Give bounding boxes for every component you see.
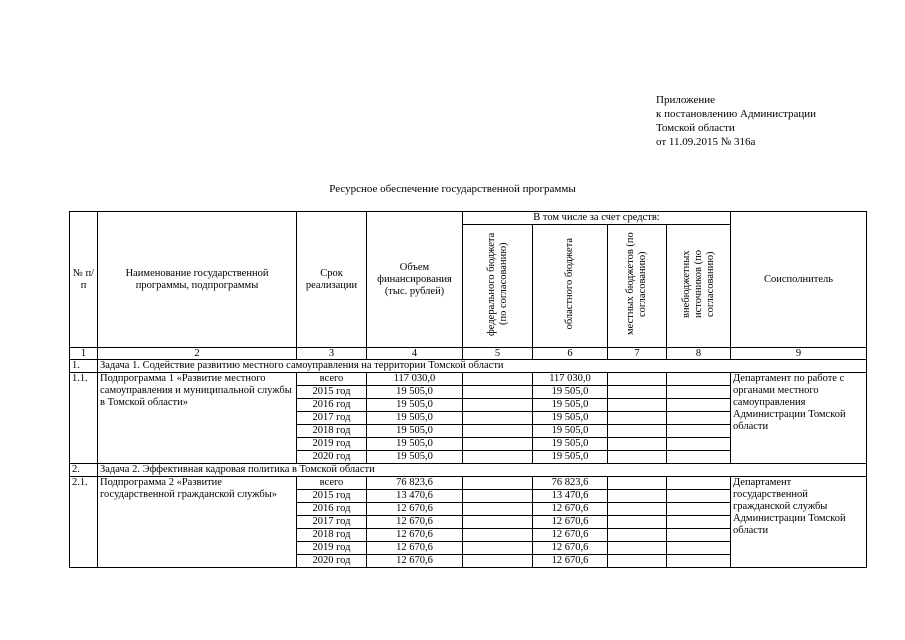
term-cell: 2019 год bbox=[297, 542, 367, 555]
resource-table bbox=[69, 211, 867, 568]
local-cell bbox=[608, 399, 667, 412]
column-number: 6 bbox=[533, 348, 608, 360]
column-number: 4 bbox=[367, 348, 463, 360]
regional-cell: 19 505,0 bbox=[533, 412, 608, 425]
term-cell: 2019 год bbox=[297, 438, 367, 451]
header-regional: областного бюджета bbox=[533, 225, 608, 348]
federal-cell bbox=[463, 555, 533, 568]
extra-cell bbox=[667, 529, 731, 542]
partner-cell: Департамент государственной гражданской службы Администрации Томской области bbox=[731, 477, 867, 568]
regional-cell: 12 670,6 bbox=[533, 529, 608, 542]
extra-cell bbox=[667, 386, 731, 399]
federal-cell bbox=[463, 542, 533, 555]
federal-cell bbox=[463, 373, 533, 386]
volume-cell: 19 505,0 bbox=[367, 425, 463, 438]
extra-cell bbox=[667, 412, 731, 425]
regional-cell: 12 670,6 bbox=[533, 503, 608, 516]
term-cell: 2018 год bbox=[297, 425, 367, 438]
partner-cell: Департамент по работе с органами местного самоуправления Администрации Томской области bbox=[731, 373, 867, 464]
appendix-line-4: от 11.09.2015 № 316а bbox=[656, 136, 756, 148]
volume-cell: 19 505,0 bbox=[367, 438, 463, 451]
volume-cell: 19 505,0 bbox=[367, 386, 463, 399]
task-num: 2. bbox=[70, 464, 98, 477]
federal-cell bbox=[463, 516, 533, 529]
header-sources: В том числе за счет средств: bbox=[463, 212, 731, 225]
appendix-block bbox=[656, 93, 816, 149]
federal-cell bbox=[463, 529, 533, 542]
federal-cell bbox=[463, 399, 533, 412]
federal-cell bbox=[463, 451, 533, 464]
term-cell: всего bbox=[297, 373, 367, 386]
task-title: Задача 2. Эффективная кадровая политика в Томской области bbox=[98, 464, 867, 477]
term-cell: 2015 год bbox=[297, 490, 367, 503]
task-row bbox=[70, 464, 867, 477]
federal-cell bbox=[463, 412, 533, 425]
column-number: 1 bbox=[70, 348, 98, 360]
local-cell bbox=[608, 386, 667, 399]
volume-cell: 12 670,6 bbox=[367, 542, 463, 555]
column-number: 3 bbox=[297, 348, 367, 360]
appendix-line-3: Томской области bbox=[656, 122, 735, 134]
regional-cell: 117 030,0 bbox=[533, 373, 608, 386]
term-cell: 2016 год bbox=[297, 399, 367, 412]
subprogram-num: 2.1. bbox=[70, 477, 98, 568]
federal-cell bbox=[463, 386, 533, 399]
volume-cell: 12 670,6 bbox=[367, 516, 463, 529]
term-cell: 2017 год bbox=[297, 412, 367, 425]
volume-cell: 13 470,6 bbox=[367, 490, 463, 503]
subprogram-num: 1.1. bbox=[70, 373, 98, 464]
local-cell bbox=[608, 438, 667, 451]
extra-cell bbox=[667, 399, 731, 412]
volume-cell: 12 670,6 bbox=[367, 529, 463, 542]
local-cell bbox=[608, 477, 667, 490]
term-cell: 2017 год bbox=[297, 516, 367, 529]
appendix-line-2: к постановлению Администрации bbox=[656, 108, 817, 120]
term-cell: 2020 год bbox=[297, 555, 367, 568]
term-cell: всего bbox=[297, 477, 367, 490]
local-cell bbox=[608, 373, 667, 386]
local-cell bbox=[608, 503, 667, 516]
header-name: Наименование государственной программы, подпрограммы bbox=[98, 212, 297, 348]
volume-cell: 117 030,0 bbox=[367, 373, 463, 386]
volume-cell: 19 505,0 bbox=[367, 451, 463, 464]
regional-cell: 76 823,6 bbox=[533, 477, 608, 490]
local-cell bbox=[608, 425, 667, 438]
header-volume: Объем финансирования (тыс. рублей) bbox=[367, 212, 463, 348]
header-local: местных бюджетов (по согласованию) bbox=[608, 225, 667, 348]
term-cell: 2018 год bbox=[297, 529, 367, 542]
volume-cell: 12 670,6 bbox=[367, 503, 463, 516]
extra-cell bbox=[667, 451, 731, 464]
extra-cell bbox=[667, 503, 731, 516]
local-cell bbox=[608, 555, 667, 568]
regional-cell: 13 470,6 bbox=[533, 490, 608, 503]
volume-cell: 12 670,6 bbox=[367, 555, 463, 568]
task-row bbox=[70, 360, 867, 373]
regional-cell: 19 505,0 bbox=[533, 438, 608, 451]
regional-cell: 19 505,0 bbox=[533, 425, 608, 438]
regional-cell: 12 670,6 bbox=[533, 542, 608, 555]
local-cell bbox=[608, 542, 667, 555]
regional-cell: 12 670,6 bbox=[533, 516, 608, 529]
header-extra: внебюджетных источников (по согласованию) bbox=[667, 225, 731, 348]
column-number-row bbox=[70, 348, 867, 360]
term-cell: 2015 год bbox=[297, 386, 367, 399]
volume-cell: 76 823,6 bbox=[367, 477, 463, 490]
column-number: 5 bbox=[463, 348, 533, 360]
document-title: Ресурсное обеспечение государственной программы bbox=[329, 183, 576, 195]
federal-cell bbox=[463, 425, 533, 438]
volume-cell: 19 505,0 bbox=[367, 412, 463, 425]
header-federal: федерального бюджета (по согласованию) bbox=[463, 225, 533, 348]
extra-cell bbox=[667, 425, 731, 438]
term-cell: 2020 год bbox=[297, 451, 367, 464]
extra-cell bbox=[667, 477, 731, 490]
subprogram-name: Подпрограмма 2 «Развитие государственной гражданской службы» bbox=[98, 477, 297, 568]
extra-cell bbox=[667, 373, 731, 386]
table-row bbox=[70, 373, 867, 386]
local-cell bbox=[608, 412, 667, 425]
extra-cell bbox=[667, 516, 731, 529]
local-cell bbox=[608, 490, 667, 503]
extra-cell bbox=[667, 438, 731, 451]
table-row bbox=[70, 477, 867, 490]
header-term: Срок реализации bbox=[297, 212, 367, 348]
header-num: № п/п bbox=[70, 212, 98, 348]
federal-cell bbox=[463, 438, 533, 451]
federal-cell bbox=[463, 490, 533, 503]
column-number: 8 bbox=[667, 348, 731, 360]
column-number: 9 bbox=[731, 348, 867, 360]
local-cell bbox=[608, 529, 667, 542]
regional-cell: 19 505,0 bbox=[533, 399, 608, 412]
extra-cell bbox=[667, 555, 731, 568]
local-cell bbox=[608, 451, 667, 464]
extra-cell bbox=[667, 490, 731, 503]
extra-cell bbox=[667, 542, 731, 555]
header-partner: Соисполнитель bbox=[731, 212, 867, 348]
task-title: Задача 1. Содействие развитию местного самоуправления на территории Томской области bbox=[98, 360, 867, 373]
task-num: 1. bbox=[70, 360, 98, 373]
term-cell: 2016 год bbox=[297, 503, 367, 516]
regional-cell: 19 505,0 bbox=[533, 451, 608, 464]
regional-cell: 19 505,0 bbox=[533, 386, 608, 399]
federal-cell bbox=[463, 503, 533, 516]
subprogram-name: Подпрограмма 1 «Развитие местного самоуправления и муниципальной службы в Томской области» bbox=[98, 373, 297, 464]
column-number: 2 bbox=[98, 348, 297, 360]
federal-cell bbox=[463, 477, 533, 490]
regional-cell: 12 670,6 bbox=[533, 555, 608, 568]
appendix-line-1: Приложение bbox=[656, 94, 716, 106]
volume-cell: 19 505,0 bbox=[367, 399, 463, 412]
column-number: 7 bbox=[608, 348, 667, 360]
local-cell bbox=[608, 516, 667, 529]
